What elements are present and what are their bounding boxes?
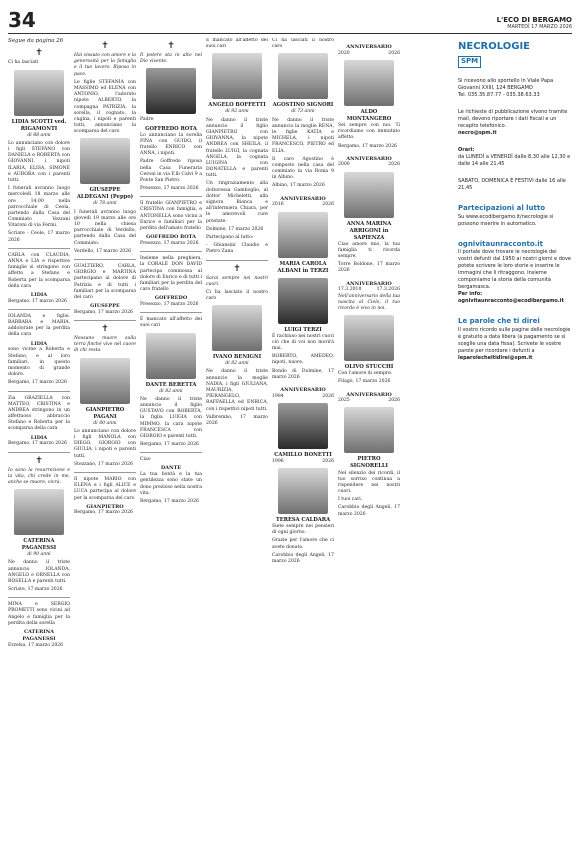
notice-text: Partecipano al lutto:: [206, 234, 254, 240]
hours-title: Orari:: [458, 146, 475, 153]
notice-place-date: Erzelsa, 17 marzo 2026: [8, 642, 64, 648]
ogni-vita-title[interactable]: ognivitaunracconto.it: [458, 239, 544, 248]
notice-intro: Ci ha lasciati: [8, 60, 39, 66]
column-6: [338, 38, 400, 844]
deceased-name: DANTE BERETTA: [145, 381, 197, 388]
notice-quote: Il potere sta in alto nel Dio vivente.: [140, 53, 202, 65]
deceased-age: di 88 anni: [27, 132, 51, 138]
portrait-photo: [278, 403, 328, 449]
notice-text: Grazie per l'amore che ci avete donato.: [272, 538, 334, 550]
deceased-name: CATERINA PAGANESSI: [21, 538, 57, 552]
portrait-photo: [278, 53, 328, 99]
portrait-photo: [80, 358, 130, 404]
notice-place-date: Bergamo, 17 marzo 2026: [8, 380, 67, 386]
notice-text: IOLANDA e figlie, BARBARA e MARIA, addolorate per la perdita della cara: [8, 313, 70, 338]
deceased-name: LIDIA: [30, 434, 48, 441]
notice-quote: Nell'anniversario della tua nascita al Cielo, il tuo ricordo è vivo in noi.: [338, 293, 400, 311]
deceased-age: di 82 anni: [225, 361, 249, 367]
notice-text: I tuoi cari.: [338, 497, 363, 503]
notice-text: La tua bontà e la tua gentilezza sono state un dono prezioso nella nostra vita.: [140, 472, 202, 496]
notice-text: Nel silenzio dei ricordi, il tuo sorriso continua a rispendere nei nostri cuori.: [338, 470, 400, 495]
notice-place-date: Scriate, 17 marzo 2026: [8, 587, 63, 593]
parole-title: Le parole che ti direi: [458, 317, 540, 326]
notice-place-date: Bergamo, 17 marzo 2026: [8, 298, 67, 304]
deceased-name: MARIA CAROLA ALBANI in TERZI: [277, 260, 329, 274]
publication-date: MARTEDÌ 17 MARZO 2026: [507, 24, 572, 30]
portrait-photo: [344, 315, 394, 361]
cross-icon: ✝: [101, 324, 109, 335]
portrait-photo: [14, 70, 64, 116]
hours-weekend: SABATO, DOMENICA E FESTIVI dalle 16 alle 21,45: [458, 177, 566, 191]
anniversary-year: 2000: [338, 162, 350, 168]
anniversary-year: 17.3.2010: [338, 287, 362, 293]
anniversary-year: 1996: [272, 458, 284, 464]
deceased-name: GIUSEPPE: [90, 303, 120, 310]
notice-quote: Io sono la resurrezione e la vita, chi crede in me, anche se muore, vivrà.: [8, 467, 70, 485]
ogni-vita-text: Il portale dove trovare le necrologie dei vostri defunti dal 1950 ai nostri giorni e dove potete scrivere le loro storie e inserire le immagini che li ritraggono. Insieme componiamo la storia della comunità bergamasca.: [458, 249, 571, 291]
notice-text: GUALTIERO, CARLA, GIORGIO e MARTINA partecipano al dolore di Patrizia e di tutti i familiari per la scomparsa del caro: [74, 263, 136, 300]
notice-text: Il nipote MARIO con ELENA e i figli ALICE e LUCA partecipa al dolore per la scomparsa del caro: [74, 476, 136, 501]
notice-intro: Ciao: [140, 457, 151, 463]
portrait-photo: [212, 305, 262, 351]
portrait-photo: [146, 333, 196, 379]
notice-place-date: Bergamo, 17 marzo 2026: [140, 498, 199, 504]
deceased-name: ANGELO BOFFETTI: [208, 102, 266, 109]
portrait-photo: [14, 489, 64, 535]
deceased-name: CAMILLO BONETTI: [274, 451, 332, 458]
notice-text: I funerali avranno luogo mercoledì 18 marzo alle ore 14,00 nella parrocchiale di Ceola, partendo dalla Casa del Commiato Vezzani Vitaroni di via Fermi.: [8, 186, 70, 229]
deceased-name: LUIGI TERZI: [284, 326, 322, 333]
column-3: [140, 38, 202, 844]
notice-text: Ciao amore mio, la tua famiglia ti ricorda sempre.: [338, 241, 400, 260]
deceased-age: di 73 anni: [291, 109, 315, 115]
notice-text: - Ghiansini Claudio e Pietro Zana: [206, 243, 268, 255]
deceased-name: OLIVO STUCCHI: [344, 364, 394, 371]
notice-text: Lo annunciano con dolore i figli STEFANO con DANIELA e ROBERTA con GIOVANNI, i nipoti ILARIA, ELISA, SIMONE e AURORA con i parenti tutti.: [8, 140, 70, 183]
portrait-photo: [278, 468, 328, 514]
anniversary-year: 2016: [272, 202, 284, 208]
notice-intro: È mancato all'affetto dei suoi cari: [140, 317, 202, 329]
notice-place-date: Torre Boldone, 17 marzo 2026: [338, 262, 400, 274]
notice-place-date: Bergamo, 17 marzo 2026: [8, 441, 67, 447]
notice-place-date: Valbrembo, 17 marzo 2026: [206, 414, 268, 426]
notice-text: Siete sempre nei pensieri di ogni giorno.: [272, 524, 334, 536]
anniversary-year: 2026: [388, 398, 400, 404]
deceased-age: di 80 anni: [93, 420, 117, 426]
anniversary-year: 2025: [338, 398, 350, 404]
condolences-text: Su www.ecodibergamo.it/necrologie si possono inserire in automatico.: [458, 213, 554, 227]
page-header: [8, 0, 572, 34]
notice-text: Ne danno il triste annuncio la moglie RENA, le figlie KATIA e MICHELA, i nipoti FRANCESCO, PIETRO ed ELIA.: [272, 117, 334, 154]
deceased-name: LIDIA SCOTTI ved. RIGAMONTI: [11, 118, 67, 132]
deceased-name: GOFFREDO ROTA: [145, 125, 197, 132]
portrait-photo: [80, 138, 130, 184]
email-instructions: Le richieste di pubblicazione vivono tramite mail, devono riportare i dati fiscali e un recapito telefonico.: [458, 108, 568, 129]
notice-intro: È mancato all'affetto dei suoi cari: [206, 38, 268, 50]
notice-intro: Padre: [140, 117, 154, 123]
portrait-photo: [344, 172, 394, 218]
section-title: NECROLOGIE: [458, 41, 531, 52]
portrait-photo: [344, 407, 394, 453]
deceased-name: GOFFREDO ROTA: [146, 234, 196, 241]
notice-text: Ne danno il triste annuncio la moglie NADIA, i figli GIULIANA, MAURIZIA, PIERANGELO, RAFFAELLA ed ENRICA, con i rispettivi nipoti tutti.: [206, 369, 268, 412]
cross-icon: ✝: [167, 41, 175, 51]
column-1: [8, 38, 70, 844]
deceased-name: AGOSTINO SIGNORI: [272, 102, 334, 109]
anniversary-year: 2026: [322, 458, 334, 464]
deceased-name: GIUSEPPE ALDEGANI (Peppo): [76, 187, 134, 201]
necrology-info-sidebar: [458, 38, 572, 844]
notice-text: Con l'amore di sempre.: [338, 371, 393, 377]
notice-place-date: Verdello, 17 marzo 2026: [74, 248, 132, 254]
deceased-name: LIDIA: [30, 291, 48, 298]
notice-place-date: Bergamo, 17 marzo 2026: [338, 143, 397, 149]
notice-place-date: Bondo di Dolmine, 17 marzo 2026: [272, 368, 334, 380]
column-5: [272, 38, 334, 844]
notice-text: MINA e SERGIO PROMETTI sono vicini ad Angelo e famiglia per la perdita della sorella: [8, 602, 70, 626]
notice-place-date: Presezzo, 17 marzo 2026: [140, 240, 199, 246]
deceased-name: CATERINA PAGANESSI: [22, 629, 56, 642]
parole-email[interactable]: leparolecheltidirei@spm.it: [458, 355, 533, 362]
cross-icon: ✝: [101, 41, 109, 51]
notice-text: Ne danno il triste annuncio il figlio GUSTAVO con ROBERTA, la figlia LUIGIA con MIMMO, la cara nipote FRANCESCA con GIORGIO e parenti tutti.: [140, 396, 202, 439]
notice-place-date: Scriate - Ceole, 17 marzo 2026: [8, 231, 70, 243]
notice-text: ROBERTO, AMEDEO, nipoti, nuore.: [272, 354, 334, 366]
notice-place-date: Albino, 17 marzo 2026: [272, 183, 325, 189]
anniversary-heading: ANNIVERSARIO: [346, 391, 392, 398]
anniversary-year: 2020: [338, 50, 350, 56]
deceased-age: di 92 anni: [225, 109, 249, 115]
notice-place-date: Dolmine, 17 marzo 2026: [206, 226, 264, 232]
email-link[interactable]: necro@spm.it: [458, 129, 497, 136]
notice-place-date: Presezzo, 17 marzo 2026: [140, 186, 199, 192]
notice-text: Lo annunciano con dolore i figli MANOLA con DIEGO, GIORGIO con GIULIA, i nipoti e parenti tutti.: [74, 428, 136, 459]
hours-weekdays: da LUNEDÌ a VENERDÌ dalle 8,30 alle 12,30 e dalle 14 alle 21,45: [458, 153, 571, 167]
cross-icon: ✝: [233, 263, 241, 274]
notice-quote: Hai vissuto con amore e la generosità per la famiglia e il tuo lavoro. Riposa in pace.: [74, 53, 136, 77]
notice-text: Insieme nella preghiera, la CORALE DON DAVID partecipa commossa al dolore di Enrico e di tutti i familiari per la perdita del caro fratello: [140, 256, 202, 293]
deceased-age: di 78 anni: [93, 201, 117, 207]
notice-text: Zia GRAZIELLA con MATTEO, CRISTINA e ANDREA stringono in un affettuoso abbraccio Stefano e Roberta per la scomparsa della cara: [8, 395, 70, 432]
condolences-title: Partecipazioni al lutto: [458, 203, 546, 212]
deceased-name: IVANO BENIGNI: [212, 354, 262, 361]
notice-text: CARLA con CLAUDIA, ANNA e LIA e rispettive famiglie si stringono con affetto a Stefano e Roberta per la scomparsa della cara: [8, 252, 70, 289]
notice-place-date: Carobbio degli Angeli, 17 marzo 2026: [272, 552, 334, 565]
page-number: 34: [8, 8, 36, 32]
notice-quote: Nessuno muore sulla terra finché vive nel cuore di chi resta.: [74, 336, 136, 354]
notice-text: I funerali avranno luogo giovedì 19 marzo alle ore 10 nella chiesa parrocchiale di Verdello, partendo dalla Casa del Commiato.: [74, 209, 136, 246]
portrait-photo: [344, 60, 394, 106]
portrait-photo: [278, 212, 328, 258]
notice-text: sono vicine a Roberta e Stefano, e al loro familiari, in questo momento di grande dolore.: [8, 347, 70, 378]
notice-place-date: Bergamo, 17 marzo 2026: [140, 442, 199, 448]
notice-text: Ne danno il triste annuncio IOLANDA, ANGELO e ORNELLA con ROSELLA e parenti tutti.: [8, 560, 70, 584]
office-address: Si ricevono allo sportello in Viale Papa Giovanni XXIII, 124 BERGAMO: [458, 77, 554, 91]
portrait-photo: [212, 53, 262, 99]
deceased-age: di 82 anni: [159, 388, 183, 394]
deceased-name: PIETRO SIGNORELLI: [350, 456, 388, 470]
notice-text: Le figlie STEFANIA con MASSIMO ed ELENA con ANTONIO, l'adorato nipote ALBERTO, la compagna PATRIZIA, la sorella, il cognato, la cugina, i nipoti e parenti tutti, annunciano la scomparsa del caro: [74, 79, 136, 135]
column-2: [74, 38, 136, 844]
deceased-name: GIANPIETRO PAGANI: [85, 406, 125, 420]
deceased-name: DANTE: [160, 465, 182, 472]
anniversary-year: 2026: [388, 50, 400, 56]
portrait-photo: [146, 68, 196, 114]
notice-place-date: Bergamo, 17 marzo 2026: [74, 510, 133, 516]
deceased-name: ALDO MONTANGERO: [346, 108, 392, 122]
anniversary-heading: ANNIVERSARIO: [280, 386, 326, 393]
notice-quote: Sarai sempre nei nostri cuori.: [206, 275, 268, 287]
notice-text: Ne danno il triste annuncio il figlio GIANPIETRO con GIOVANNA, la nipote ANDREA con SHEILA, il fratello LUIGI, la cognata ANGELA, la cognata LUIGINA con DONATELLA e parenti tutti.: [206, 117, 268, 179]
notice-place-date: Presezzo, 17 marzo 2026: [140, 302, 199, 308]
deceased-name: GIANPIETRO: [86, 503, 124, 510]
anniversary-heading: ANNIVERSARIO: [346, 44, 392, 50]
notice-text: Sei sempre con noi. Ti ricordiamo con immutato affetto.: [338, 122, 400, 141]
notice-text: È rachiuso nei nostri cuori ciò che di voi non morirà mai.: [272, 333, 334, 351]
cross-icon: ✝: [35, 48, 43, 59]
notice-text: Il fratello GIANPIETRO e CRISTINA con famiglia, e ANTONELLA sono vicini a Enrico e familiari per la perdita dell'amato fratello: [140, 201, 202, 232]
notice-text: Padre Goffredo riposa nella Casa Funeraria Ceroni in via F.lli Calvi 9 a Ponte San Pietro.: [140, 159, 202, 183]
portrait-photo: [278, 278, 328, 324]
continued-note: Segue da pagina 26: [8, 38, 64, 44]
notice-text: Lo annunciano la sorella PINA con GUIDO, il fratello ENRICO con ANNA, i nipoti.: [140, 132, 202, 157]
office-phone: Tel. 035.35.87.77 - 035.38.63.33: [458, 91, 540, 98]
notice-intro: Ci ha lasciato il nostro caro: [206, 289, 268, 302]
anniversary-year: 2026: [322, 393, 334, 399]
deceased-name: TERESA CALDARA: [275, 517, 331, 524]
notice-place-date: Stezzano, 17 marzo 2026: [74, 461, 133, 467]
notice-place-date: Filago, 17 marzo 2026: [338, 379, 391, 385]
deceased-name: LIDIA: [30, 340, 48, 347]
notice-text: Il caro Agostino è composto nella casa del commiato in via Roma 9 in Albino.: [272, 156, 334, 181]
notice-place-date: Carobbio degli Angeli, 17 marzo 2026: [338, 505, 400, 517]
parole-text: Il vostro ricordo sulle pagine delle necrologie è gratuito a data libera (a pagamento se si sceglie una data fissa). Scrivete le vostre parole per ricordare i defunti a: [458, 327, 571, 355]
anniversary-heading: ANNIVERSARIO: [346, 280, 392, 287]
deceased-age: di 90 anni: [27, 552, 51, 558]
cross-icon: ✝: [35, 455, 43, 466]
deceased-name: GOFFREDO: [154, 295, 188, 302]
anniversary-year: 2026: [388, 162, 400, 168]
notice-place-date: Bergamo, 17 marzo 2026: [74, 309, 133, 315]
ogni-vita-email[interactable]: Per info: ognivitaunracconto@ecodibergamo.it: [458, 291, 564, 305]
column-4: [206, 38, 268, 844]
anniversary-year: 17.3.2026: [376, 287, 400, 293]
anniversary-year: 1984: [272, 393, 284, 399]
notice-intro: Ci ha lasciati il nostro caro: [272, 38, 334, 50]
anniversary-heading: ANNIVERSARIO: [346, 155, 392, 162]
publication-name: L'ECO DI BERGAMO: [496, 16, 572, 24]
spm-logo: SPM: [458, 56, 481, 68]
deceased-name: ANNA MARINA ARRIGONI in SAPIENZA: [346, 220, 392, 241]
anniversary-year: 2026: [322, 202, 334, 208]
anniversary-heading: ANNIVERSARIO: [280, 195, 326, 202]
notice-text: Un ringraziamento alla dottoressa Gamboglio, al dottor Micheletti, alla signora Bianca e all'infermiera Chiara, per le amorevoli cure prestate.: [206, 181, 268, 224]
